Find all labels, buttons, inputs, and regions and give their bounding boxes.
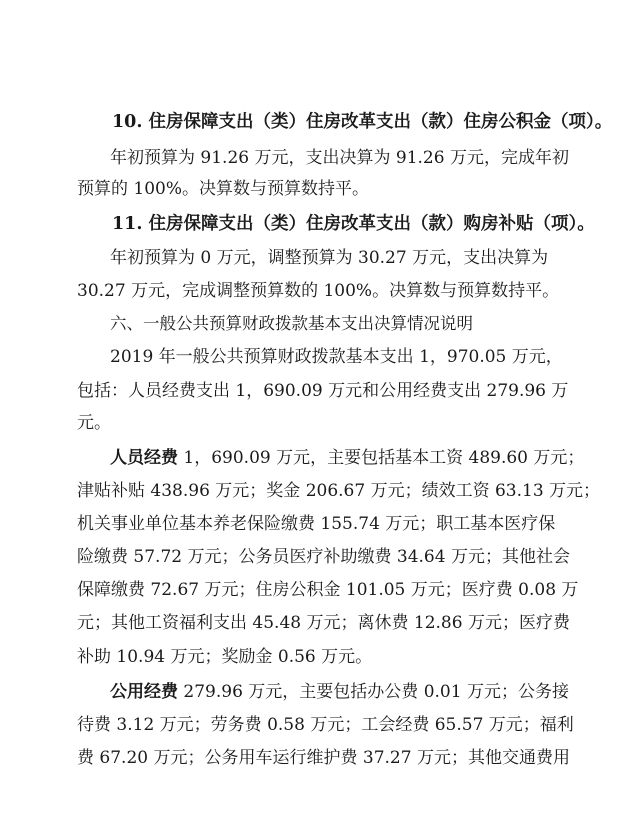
personnel-line-1 [0,446,626,470]
personnel-line-3: 机关事业单位基本养老保险缴费 155.74 万元；职工基本医疗保 [77,514,556,534]
personnel-label: 人员经费 [110,448,178,468]
public-line-1-text: 279.96 万元，主要包括办公费 0.01 万元；公务接 [178,682,569,702]
section-10-line-1: 年初预算为 91.26 万元，支出决算为 91.26 万元，完成年初 [110,148,569,168]
personnel-line-6: 元；其他工资福利支出 45.48 万元；离休费 12.86 万元；医疗费 [77,613,570,633]
personnel-line-7: 补助 10.94 万元；奖励金 0.56 万元。 [77,647,373,667]
public-label: 公用经费 [110,682,178,702]
section-6-line-1: 2019 年一般公共预算财政拨款基本支出 1，970.05 万元， [110,347,563,367]
section-10-heading: 10. 住房保障支出（类）住房改革支出（款）住房公积金（项）。 [112,112,613,132]
section-6-line-3: 元。 [77,413,111,433]
section-11-line-1: 年初预算为 0 万元，调整预算为 30.27 万元，支出决算为 [110,248,549,268]
public-line-2: 待费 3.12 万元；劳务费 0.58 万元；工会经费 65.57 万元；福利 [77,715,574,735]
public-line-1 [0,680,626,704]
section-10-line-2: 预算的 100%。决算数与预算数持平。 [77,179,370,199]
section-11-heading: 11. 住房保障支出（类）住房改革支出（款）购房补贴（项）。 [112,214,595,234]
section-11-line-2: 30.27 万元，完成调整预算数的 100%。决算数与预算数持平。 [77,281,560,301]
section-6-line-2: 包括：人员经费支出 1，690.09 万元和公用经费支出 279.96 万 [77,381,569,401]
personnel-line-2: 津贴补贴 438.96 万元；奖金 206.67 万元；绩效工资 63.13 万元； [77,481,601,501]
section-6-heading: 六、一般公共预算财政拨款基本支出决算情况说明 [110,314,473,333]
personnel-line-4: 险缴费 57.72 万元；公务员医疗补助缴费 34.64 万元；其他社会 [77,547,570,567]
personnel-line-1-text: 1，690.09 万元，主要包括基本工资 489.60 万元； [178,448,585,468]
public-line-3: 费 67.20 万元；公务用车运行维护费 37.27 万元；其他交通费用 [77,748,570,768]
personnel-line-5: 保障缴费 72.67 万元；住房公积金 101.05 万元；医疗费 0.08 万 [77,580,579,600]
